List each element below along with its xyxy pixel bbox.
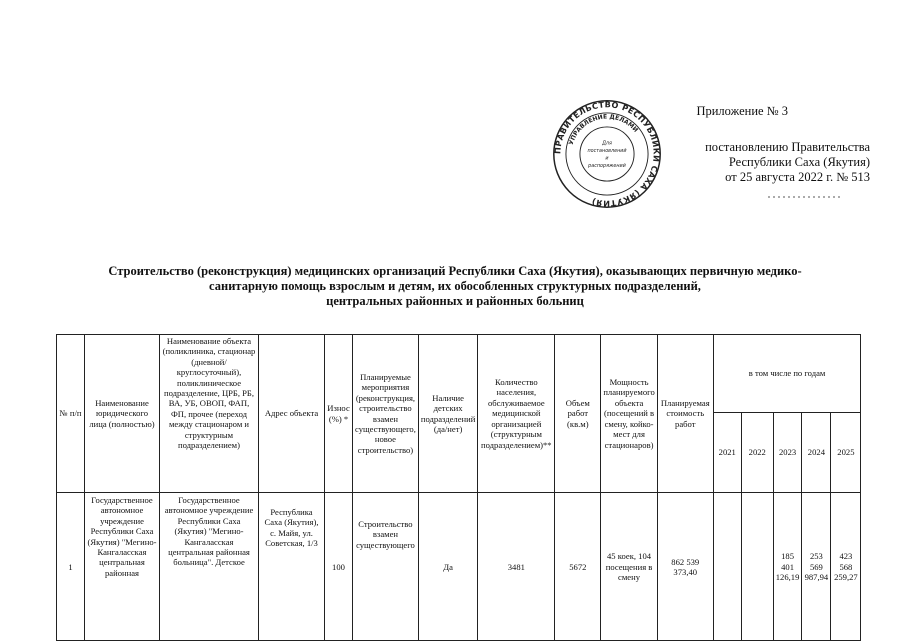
cell-legal-name — [85, 493, 160, 641]
cell-population: 3481 — [478, 493, 555, 641]
header-year: 2025 — [831, 413, 861, 493]
header-cost: Планируемая стоимость работ — [657, 335, 713, 493]
title-line: центральных районных и районных больниц — [326, 294, 584, 308]
header-capacity: Мощность планируемого объекта (посещений в смену, койко-мест для стационаров) — [601, 335, 657, 493]
header-population: Количество населения, обслуживаемое медицинской организацией (структурным подразделением)** — [478, 335, 555, 493]
seal-center-line: Для — [602, 140, 612, 147]
document-title — [70, 264, 840, 309]
cell-planned: Строительство взамен существующего — [353, 493, 419, 641]
header-address: Адрес объекта — [259, 335, 325, 493]
appendix-header — [640, 104, 870, 185]
cell-cost: 862 539 373,40 — [657, 493, 713, 641]
seal-center-line: постановлений — [587, 148, 627, 155]
seal-inner-text: УПРАВЛЕНИЕ ДЕЛАМИ — [567, 113, 640, 146]
cell-year-amount — [741, 493, 773, 641]
cell-year-amount: 423 568 259,27 — [831, 493, 861, 641]
header-wear: Износ (%) * — [325, 335, 353, 493]
header-object-name: Наименование объекта (поликлиника, стационар (дневной/круглосуточный), поликлиническое подразделение, ЦРБ, РБ, ВА, УБ, ОВОП, ФАП, ФП, прочее (переход между стационаром и структурным подразделением) — [160, 335, 259, 493]
seal-center-line: и — [605, 155, 609, 162]
header-legal-name: Наименование юридического лица (полностью) — [85, 335, 160, 493]
cell-child-units: Да — [418, 493, 477, 641]
title-line: санитарную помощь взрослым и детям, их обособленных структурных подразделений, — [209, 279, 701, 293]
cell-year-amount — [713, 493, 741, 641]
seal-outer-text: ПРАВИТЕЛЬСТВО РЕСПУБЛИКИ САХА (ЯКУТИЯ) — [553, 100, 661, 208]
cell-capacity: 45 коек, 104 посещения в смену — [601, 493, 657, 641]
cell-address: Республика Саха (Якутия), с. Майя, ул. Советская, 1/3 — [259, 493, 325, 641]
appendix-title: Приложение № 3 — [696, 104, 788, 118]
cell-volume: 5672 — [555, 493, 601, 641]
appendix-line: Республики Саха (Якутия) — [728, 155, 870, 169]
header-year: 2024 — [802, 413, 831, 493]
title-line: Строительство (реконструкция) медицинских организаций Республики Саха (Якутия), оказывающих первичную медико- — [108, 264, 802, 278]
cell-object-name — [160, 493, 259, 641]
cell-wear: 100 — [325, 493, 353, 641]
appendix-line: от 25 августа 2022 г. № 513 — [725, 170, 870, 184]
appendix-line: постановлению Правительства — [705, 140, 870, 154]
cell-num: 1 — [57, 493, 85, 641]
header-year: 2023 — [773, 413, 802, 493]
header-year: 2022 — [741, 413, 773, 493]
cell-year-amount: 185 401 126,19 — [773, 493, 802, 641]
cell-object-name-text: Государственное автономное учреждение Республики Саха (Якутия) "Мегино-Кангаласская центральная районная больница". Детское — [164, 495, 254, 568]
header-planned: Планируемые мероприятия (реконструкция, строительство взамен существующего, новое строительство) — [353, 335, 419, 493]
cell-year-amount: 253 569 987,94 — [802, 493, 831, 641]
cell-legal-name-text: Государственное автономное учреждение Республики Саха (Якутия) "Мегино-Кангаласская центральная районная — [87, 495, 157, 578]
signature-scribble — [768, 196, 842, 198]
seal-center-line: распоряжений — [588, 163, 626, 170]
header-num: № п/п — [57, 335, 85, 493]
header-by-years: в том числе по годам — [713, 335, 861, 413]
facilities-table — [56, 334, 861, 641]
header-volume: Объем работ (кв.м) — [555, 335, 601, 493]
table-row — [57, 493, 861, 641]
header-year: 2021 — [713, 413, 741, 493]
header-child-units: Наличие детских подразделений (да/нет) — [418, 335, 477, 493]
